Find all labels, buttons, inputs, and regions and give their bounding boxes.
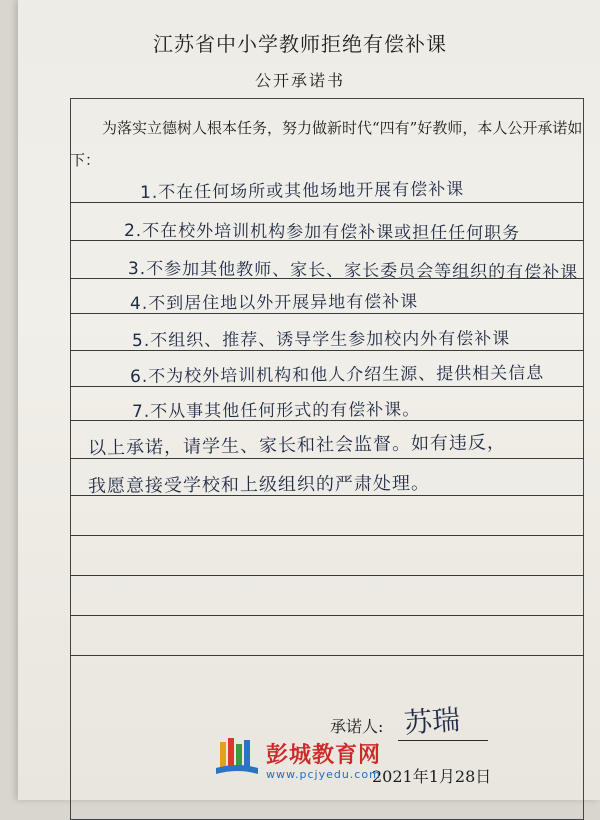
title-line-2: 公开承诺书	[254, 71, 345, 90]
ruled-line	[70, 615, 584, 616]
ruled-line	[70, 575, 584, 576]
commitment-1: 1.不在任何场所或其他场地开展有偿补课	[139, 179, 465, 203]
commitment-7: 7.不从事其他任何形式的有偿补课。	[131, 399, 421, 422]
ruled-line	[70, 535, 584, 536]
watermark-url: www.pcjyedu.com	[266, 768, 381, 781]
book-logo-icon	[214, 738, 260, 778]
signature: 苏瑞	[403, 703, 462, 740]
closing-line-1: 以上承诺，请学生、家长和社会监督。如有违反，	[87, 432, 507, 459]
commitment-5: 5.不组织、推荐、诱导学生参加校内外有偿补课	[131, 329, 511, 351]
title-line-1: 江苏省中小学教师拒绝有偿补课	[153, 32, 447, 56]
watermark-name: 彭城教育网	[266, 743, 382, 768]
commitment-3: 3.不参加其他教师、家长、家长委员会等组织的有偿补课	[127, 259, 579, 283]
watermark	[214, 736, 434, 792]
commitment-2: 2.不在校外培训机构参加有偿补课或担任任何职务	[123, 221, 521, 244]
ruled-line	[70, 655, 584, 656]
signer-label: 承诺人:	[330, 717, 384, 736]
commitment-4: 4.不到居住地以外开展异地有偿补课	[129, 291, 419, 314]
sign-date: 2021年1月28日	[372, 767, 492, 786]
intro-text: 为落实立德树人根本任务，努力做新时代“四有”好教师，本人公开承诺如下：	[70, 119, 583, 169]
closing-line-2: 我愿意接受学校和上级组织的严肃处理。	[87, 473, 431, 497]
commitment-6: 6.不为校外培训机构和他人介绍生源、提供相关信息	[129, 363, 545, 387]
